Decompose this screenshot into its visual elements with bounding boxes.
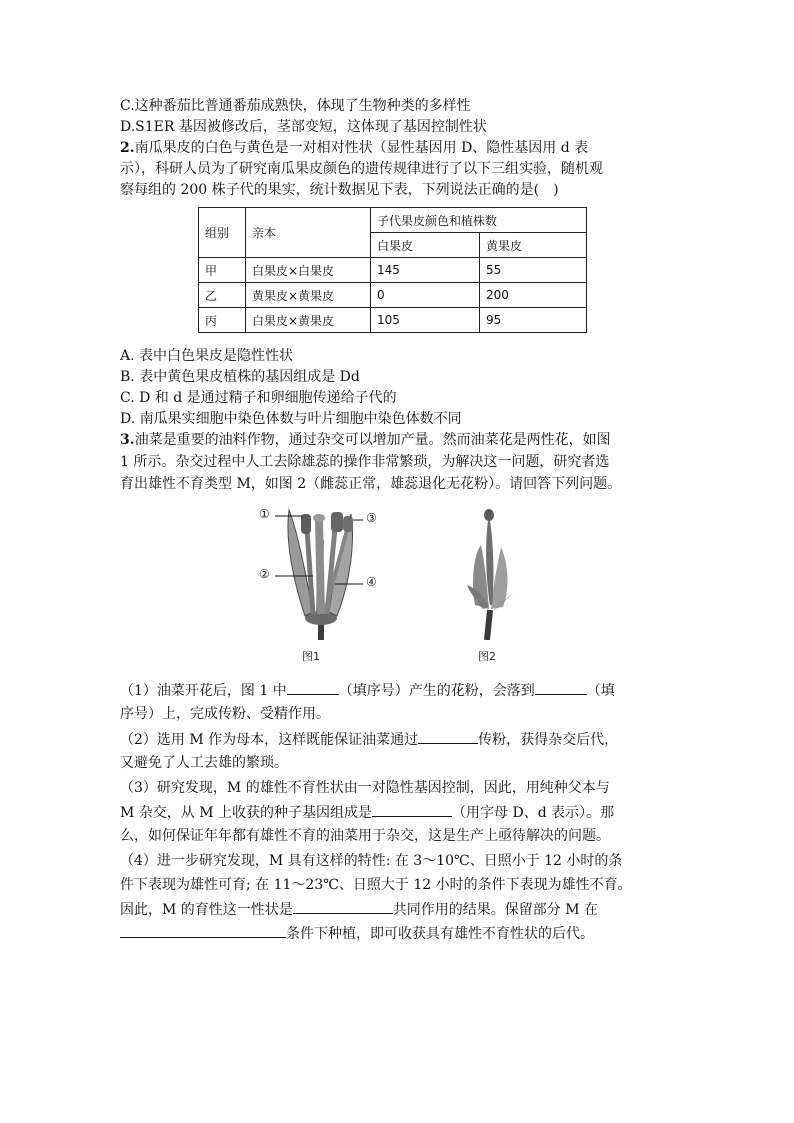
figure-label-1: ① (259, 507, 270, 521)
table-cell-parent: 白果皮×白果皮 (246, 258, 371, 283)
subquestion-3-line-2 (120, 802, 614, 823)
table-header-group: 组别 (199, 208, 246, 258)
option-c: C. D 和 d 是通过精子和卵细胞传递给子代的 (120, 390, 397, 406)
subquestion-4-text-b: 共同作用的结果。保留部分 M 在 (392, 902, 599, 918)
table-cell-yellow: 95 (480, 308, 587, 333)
subquestion-4-line-3 (120, 899, 598, 920)
table-row (199, 308, 587, 333)
subquestion-4-line-4 (120, 923, 594, 944)
figure-label-4: ④ (366, 575, 377, 589)
subquestion-4-line-1: （4）进一步研究发现，M 具有这样的特性: 在 3～10℃、日照小于 12 小时的条 (120, 853, 623, 869)
figure-label-3: ③ (366, 511, 377, 525)
table-cell-white: 145 (371, 258, 480, 283)
subquestion-4-text-c: 条件下种植，即可收获具有雄性不育性状的后代。 (286, 926, 594, 942)
subquestion-3-text-a: M 杂交，从 M 上收获的种子基因组成是 (120, 805, 373, 821)
table-cell-parent: 黄果皮×黄果皮 (246, 283, 371, 308)
subquestion-1-text-b: （填序号）产生的花粉，会落到 (338, 683, 535, 699)
figure-2-flower-photo (445, 505, 535, 640)
option-a: A. 表中白色果皮是隐性性状 (120, 348, 294, 364)
subquestion-1-text-c: （填 (586, 683, 615, 699)
subquestion-1-text-a: （1）油菜开花后，图 1 中 (120, 683, 287, 699)
figure-label-2: ② (259, 567, 270, 581)
subquestion-3-line-1: （3）研究发现，M 的雄性不育性状由一对隐性基因控制，因此，用纯种父本与 (120, 780, 610, 796)
question-2-text-1: 南瓜果皮的白色与黄色是一对相对性状（显性基因用 D、隐性基因用 d 表 (134, 140, 589, 156)
table-cell-white: 0 (371, 283, 480, 308)
answer-blank-4[interactable] (372, 802, 452, 817)
results-table (198, 207, 587, 333)
question-3-line-1 (120, 430, 611, 450)
subquestion-4-text-a: 因此，M 的育性这一性状是 (120, 902, 293, 918)
table-header-white: 白果皮 (371, 233, 480, 258)
table-header-row (199, 208, 587, 233)
option-d-prev: D.S1ER 基因被修改后，茎部变短，这体现了基因控制性状 (120, 119, 487, 135)
option-c-prev: C.这种番茄比普通番茄成熟快，体现了生物种类的多样性 (120, 98, 471, 114)
subquestion-1-line-1 (120, 680, 615, 701)
subquestion-2-line-1 (120, 729, 618, 750)
answer-blank-2[interactable] (535, 680, 587, 695)
question-3-line-2: 1 所示。杂交过程中人工去除雄蕊的操作非常繁琐，为解决这一问题，研究者选 (120, 454, 610, 470)
table-row (199, 258, 587, 283)
subquestion-3-text-b: （用字母 D、d 表示）。那 (452, 805, 615, 821)
question-3-number: 3. (120, 432, 135, 448)
question-3-text-1: 油菜是重要的油料作物，通过杂交可以增加产量。然而油菜花是两性花，如图 (134, 432, 611, 448)
answer-blank-5[interactable] (293, 899, 393, 914)
answer-blank-3[interactable] (418, 729, 478, 744)
table-cell-yellow: 200 (480, 283, 587, 308)
answer-blank-1[interactable] (287, 680, 339, 695)
table-cell-group: 乙 (199, 283, 246, 308)
table-row (199, 283, 587, 308)
question-2-line-3: 察每组的 200 株子代的果实，统计数据见下表，下列说法正确的是( ) (120, 182, 559, 198)
table-cell-yellow: 55 (480, 258, 587, 283)
option-d: D. 南瓜果实细胞中染色体数与叶片细胞中染色体数不同 (120, 411, 462, 427)
table-header-offspring: 子代果皮颜色和植株数 (371, 208, 587, 233)
answer-blank-6[interactable] (120, 923, 286, 938)
table-cell-group: 丙 (199, 308, 246, 333)
table-cell-parent: 白果皮×黄果皮 (246, 308, 371, 333)
question-2-line-1 (120, 138, 588, 158)
subquestion-2-text-b: 传粉，获得杂交后代， (478, 732, 619, 748)
subquestion-3-line-3: 么，如何保证年年都有雄性不育的油菜用于杂交，这是生产上亟待解决的问题。 (120, 828, 610, 844)
table-cell-white: 105 (371, 308, 480, 333)
table-header-yellow: 黄果皮 (480, 233, 587, 258)
figure-1-caption: 图1 (302, 650, 320, 663)
figure-2-caption: 图2 (478, 650, 496, 663)
subquestion-4-line-2: 件下表现为雄性可育; 在 11～23℃、日照大于 12 小时的条件下表现为雄性不育。 (120, 877, 632, 893)
table-header-parent: 亲本 (246, 208, 371, 258)
subquestion-1-line-2: 序号）上，完成传粉、受精作用。 (120, 706, 330, 722)
table-cell-group: 甲 (199, 258, 246, 283)
question-2-number: 2. (120, 140, 135, 156)
subquestion-2-text-a: （2）选用 M 作为母本，这样既能保证油菜通过 (120, 732, 419, 748)
option-b: B. 表中黄色果皮植株的基因组成是 Dd (120, 369, 360, 385)
subquestion-2-line-2: 又避免了人工去雄的繁琐。 (120, 755, 288, 771)
question-3-line-3: 育出雄性不育类型 M，如图 2（雌蕊正常，雄蕊退化无花粉）。请回答下列问题。 (120, 476, 622, 492)
question-2-line-2: 示），科研人员为了研究南瓜果皮颜色的遗传规律进行了以下三组实验，随机观 (120, 161, 603, 177)
